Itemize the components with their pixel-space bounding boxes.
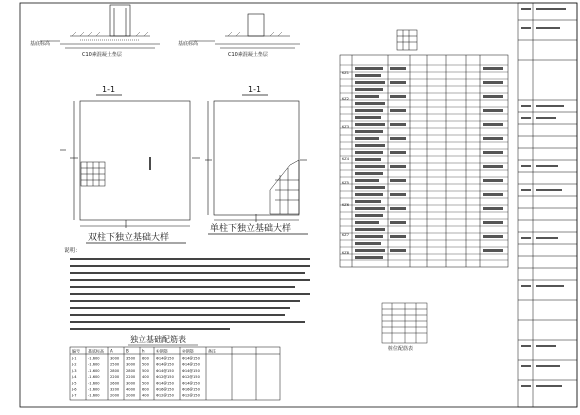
footing-table-header: B: [126, 348, 129, 354]
section-detail-right: [178, 14, 300, 48]
footing-table-header: ②钢筋: [182, 348, 194, 354]
column-group-label: KZ6: [342, 203, 349, 207]
footing-table-cell: 2000: [126, 393, 136, 398]
footing-table-cell: 2600: [110, 381, 120, 386]
small-table-title: 桩位配筋表: [388, 346, 414, 352]
footing-table-cell: Φ14@150: [156, 362, 174, 367]
footing-table-cells: [71, 348, 216, 398]
footing-table-header: 编号: [72, 348, 80, 354]
footing-table-cell: Φ16@150: [182, 387, 200, 392]
section-detail-left: [30, 5, 160, 48]
cushion-label-right: C10素混凝土垫层: [228, 52, 268, 58]
footing-table-header: 基底标高: [88, 348, 104, 354]
footing-table-cell: 2800: [126, 368, 136, 373]
footing-table-cell: 400: [142, 393, 149, 398]
footing-table-cell: 400: [142, 375, 149, 380]
footing-table-cell: 2000: [110, 393, 120, 398]
section-label-left: 1-1: [102, 85, 116, 94]
footing-table-cell: 3000: [126, 381, 136, 386]
footing-table-header: ①钢筋: [156, 348, 168, 354]
notes-lines: [70, 258, 310, 330]
footing-table-cell: 600: [142, 387, 149, 392]
footing-table-cell: Φ12@150: [182, 393, 200, 398]
hatch-pattern-right: [228, 32, 282, 36]
footing-table-cell: Φ14@150: [182, 356, 200, 361]
footing-table-cell: -1.600: [88, 381, 100, 386]
column-group-label: KZ2: [342, 97, 349, 101]
rebar-grid-left: [81, 162, 105, 186]
title-block-text: [521, 8, 566, 387]
footing-table-header: 备注: [208, 348, 216, 354]
column-group-label: KZ5: [342, 181, 349, 185]
column-group-label: KZ4: [342, 157, 349, 161]
footing-table-cell: 500: [142, 381, 149, 386]
footing-table-cell: 2800: [110, 368, 120, 373]
footing-table-cell: -1.600: [88, 368, 100, 373]
footing-table-cell: -1.600: [88, 356, 100, 361]
single-column-plan: [205, 101, 307, 222]
column-group-label: KZ3: [342, 125, 349, 129]
footing-table-cell: J-5: [72, 381, 77, 386]
footing-table-cell: Φ14@150: [156, 356, 174, 361]
footing-table-cell: 2500: [110, 362, 120, 367]
footing-table-cell: J-4: [72, 375, 77, 380]
footing-table-cell: Φ12@150: [156, 393, 174, 398]
footing-table-cell: 500: [142, 362, 149, 367]
legend-grid: [397, 30, 417, 50]
section-label-right: 1-1: [248, 85, 262, 94]
footing-table-header: A: [110, 348, 113, 354]
footing-table-cell: J-7: [72, 393, 77, 398]
footing-table-grid: [70, 347, 280, 400]
footing-table-cell: 2200: [126, 375, 136, 380]
small-pile-table: [382, 303, 427, 343]
footing-table-cell: Φ16@150: [156, 387, 174, 392]
rebar-grid-right: [270, 160, 299, 214]
svg-text:基底标高: 基底标高: [178, 41, 199, 47]
column-group-label: KZ1: [342, 71, 349, 75]
double-column-title: 双柱下独立基础大样: [88, 233, 170, 243]
cushion-label-left: C10素混凝土垫层: [82, 52, 122, 58]
column-group-label: KZ7: [342, 233, 349, 237]
footing-table-cell: J-2: [72, 362, 77, 367]
footing-table-cell: Φ14@150: [182, 368, 200, 373]
footing-table-cell: 3500: [126, 356, 136, 361]
footing-table-cell: 3000: [126, 362, 136, 367]
footing-table-cell: J-3: [72, 368, 77, 373]
footing-table-cell: -1.600: [88, 387, 100, 392]
footing-table-cell: 4000: [126, 387, 136, 392]
footing-table-cell: -1.600: [88, 393, 100, 398]
footing-table-cell: J-6: [72, 387, 77, 392]
footing-table-cell: 600: [142, 356, 149, 361]
svg-text:基底标高: 基底标高: [30, 41, 51, 47]
footing-table-cell: -1.600: [88, 362, 100, 367]
footing-table-cell: 500: [142, 368, 149, 373]
footing-table-cell: Φ14@150: [156, 381, 174, 386]
footing-table-title: 独立基础配筋表: [130, 335, 186, 344]
footing-table-header: h: [142, 348, 145, 354]
footing-table-cell: 3000: [110, 356, 120, 361]
footing-table-cell: -1.600: [88, 375, 100, 380]
column-group-label: KZ8: [342, 251, 349, 255]
footing-table-cell: 3200: [110, 387, 120, 392]
single-column-title: 单柱下独立基础大样: [210, 224, 292, 234]
footing-table-cell: J-1: [72, 356, 77, 361]
footing-table-cell: Φ14@150: [156, 368, 174, 373]
notes-heading: 说明：: [64, 248, 81, 254]
footing-table-cell: 2200: [110, 375, 120, 380]
footing-table-cell: Φ14@150: [182, 362, 200, 367]
footing-table-cell: Φ12@150: [156, 375, 174, 380]
footing-table-cell: Φ14@150: [182, 381, 200, 386]
footing-table-cell: Φ12@150: [182, 375, 200, 380]
